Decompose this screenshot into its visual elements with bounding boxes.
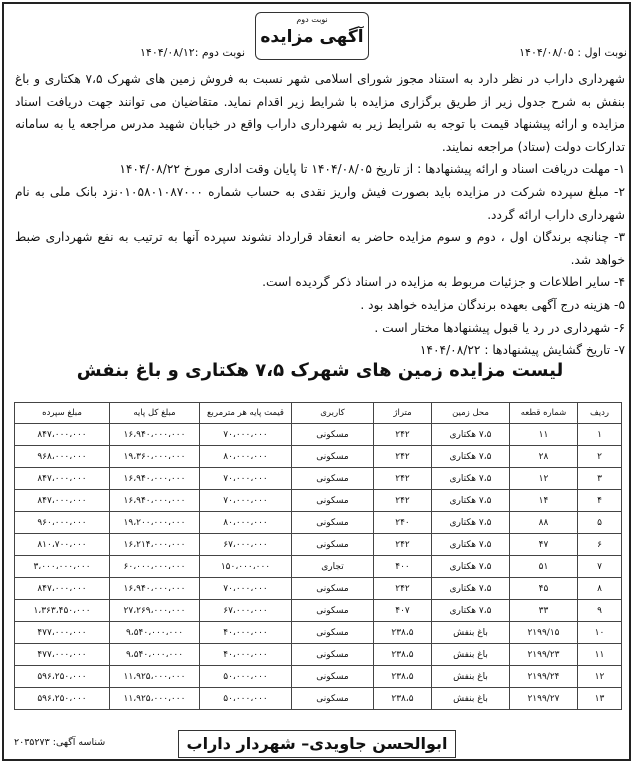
table-cell: ۱۲ [510,468,578,490]
table-cell: ۴۰،۰۰۰،۰۰۰ [200,644,292,666]
table-row [15,446,622,468]
ad-id: شناسه آگهی: ۲۰۳۵۲۷۳ [14,737,106,748]
table-row [15,556,622,578]
table-cell: ۷۰،۰۰۰،۰۰۰ [200,468,292,490]
table-cell: مسکونی [292,600,374,622]
column-header: متراژ [374,403,432,424]
table-cell: ۱ [578,424,622,446]
table-cell: ۱۶،۹۴۰،۰۰۰،۰۰۰ [110,490,200,512]
first-round-date: نوبت اول : ۱۴۰۴/۰۸/۰۵ [519,46,627,59]
table-cell: ۱۱،۹۲۵،۰۰۰،۰۰۰ [110,688,200,710]
table-cell: ۲۱۹۹/۲۷ [510,688,578,710]
table-cell: ۲۱۹۹/۲۴ [510,666,578,688]
table-cell: ۱۶،۹۴۰،۰۰۰،۰۰۰ [110,578,200,600]
table-cell: ۵۰،۰۰۰،۰۰۰ [200,688,292,710]
table-cell: مسکونی [292,446,374,468]
column-header: ردیف [578,403,622,424]
table-cell: ۷ [578,556,622,578]
second-round-date: نوبت دوم :۱۴۰۴/۰۸/۱۲ [140,46,246,59]
table-cell: ۵۱ [510,556,578,578]
auction-table [14,402,622,710]
notice-body [15,68,625,362]
table-cell: مسکونی [292,666,374,688]
table-cell: ۷،۵ هکتاری [432,446,510,468]
table-cell: ۱۱ [510,424,578,446]
table-cell: ۸۴۷،۰۰۰،۰۰۰ [15,468,110,490]
table-cell: ۱۶،۹۴۰،۰۰۰،۰۰۰ [110,424,200,446]
table-cell: مسکونی [292,688,374,710]
title-box [255,12,369,60]
table-cell: ۱۶،۹۴۰،۰۰۰،۰۰۰ [110,468,200,490]
table-cell: ۷،۵ هکتاری [432,556,510,578]
round-label: نوبت دوم [296,15,328,24]
table-cell: ۲۱۹۹/۲۳ [510,644,578,666]
table-cell: ۱۶،۲۱۴،۰۰۰،۰۰۰ [110,534,200,556]
table-cell: ۳ [578,468,622,490]
signer-name: ابوالحسن جاویدی– شهردار داراب [178,730,456,758]
table-cell: ۴۷۷،۰۰۰،۰۰۰ [15,622,110,644]
table-cell: مسکونی [292,644,374,666]
table-cell: ۲۴۲ [374,424,432,446]
table-cell: ۲۱۹۹/۱۵ [510,622,578,644]
condition-4: ۴- سایر اطلاعات و جزئیات مربوط به مزایده در اسناد ذکر گردیده است. [262,275,625,290]
table-cell: ۷۰،۰۰۰،۰۰۰ [200,578,292,600]
table-cell: ۹۶۰،۰۰۰،۰۰۰ [15,512,110,534]
intro-paragraph: شهرداری داراب در نظر دارد به استناد مجوز شورای اسلامی شهر نسبت به فروش زمین های شهرک ۷،۵ هکتاری و باغ بنفش به شرح جدول زیر از طریق برگزاری مزایده با شرایط زیر اقدام نماید. متقاضیان می توانند جهت دریافت اسناد مزایده و ارائه پیشنهاد قیمت با توجه به شرایط زیر به شهرداری داراب واقع در خیابان شهید مدرس مراجعه یا به سامانه تدارکات دولت (ستاد) مراجعه نمایند. [15,72,626,154]
condition-7: ۷- تاریخ گشایش پیشنهادها : ۱۴۰۴/۰۸/۲۲ [419,343,625,358]
table-cell: ۹،۵۴۰،۰۰۰،۰۰۰ [110,644,200,666]
table-row [15,490,622,512]
table-cell: ۲ [578,446,622,468]
table-cell: مسکونی [292,490,374,512]
table-cell: ۹۶۸،۰۰۰،۰۰۰ [15,446,110,468]
table-cell: ۸۴۷،۰۰۰،۰۰۰ [15,490,110,512]
column-header: کاربری [292,403,374,424]
table-cell: ۲۴۲ [374,490,432,512]
column-header: شماره قطعه [510,403,578,424]
table-cell: ۱۱،۹۲۵،۰۰۰،۰۰۰ [110,666,200,688]
table-cell: ۵۹۶،۲۵۰،۰۰۰ [15,666,110,688]
table-cell: ۸۰،۰۰۰،۰۰۰ [200,512,292,534]
table-cell: ۵ [578,512,622,534]
table-cell: ۶۷،۰۰۰،۰۰۰ [200,534,292,556]
table-cell: باغ بنفش [432,666,510,688]
table-row [15,644,622,666]
table-cell: ۱۵۰،۰۰۰،۰۰۰ [200,556,292,578]
table-cell: مسکونی [292,622,374,644]
column-header: قیمت پایه هر مترمربع [200,403,292,424]
table-cell: ۲۳۸،۵ [374,622,432,644]
table-row [15,666,622,688]
table-row [15,622,622,644]
table-cell: ۹ [578,600,622,622]
table-cell: ۱۰ [578,622,622,644]
table-row [15,534,622,556]
table-cell: ۸۴۷،۰۰۰،۰۰۰ [15,578,110,600]
page-title: آگهی مزایده [260,27,364,47]
column-header: مبلغ کل پایه [110,403,200,424]
table-cell: ۴۷ [510,534,578,556]
table-cell: ۱۱ [578,644,622,666]
table-cell: ۴۵ [510,578,578,600]
table-cell: ۲۳۸،۵ [374,666,432,688]
table-row [15,424,622,446]
table-cell: ۷،۵ هکتاری [432,424,510,446]
condition-3: ۳- چنانچه برندگان اول ، دوم و سوم مزایده حاضر به انعقاد قرارداد نشوند سپرده آنها به ترتیب به نفع شهرداری ضبط خواهد شد. [15,230,625,267]
table-cell: ۸۰،۰۰۰،۰۰۰ [200,446,292,468]
table-cell: تجاری [292,556,374,578]
table-cell: مسکونی [292,424,374,446]
table-row [15,512,622,534]
table-cell: مسکونی [292,578,374,600]
column-header: محل زمین [432,403,510,424]
table-cell: باغ بنفش [432,688,510,710]
table-cell: ۷،۵ هکتاری [432,512,510,534]
table-cell: ۳۳ [510,600,578,622]
table-cell: ۳،۰۰۰،۰۰۰،۰۰۰ [15,556,110,578]
table-cell: ۲۴۲ [374,534,432,556]
table-cell: ۴۰،۰۰۰،۰۰۰ [200,622,292,644]
table-cell: ۲۴۲ [374,446,432,468]
table-cell: ۷،۵ هکتاری [432,490,510,512]
table-cell: مسکونی [292,468,374,490]
table-cell: باغ بنفش [432,622,510,644]
condition-2: ۲- مبلغ سپرده شرکت در مزایده باید بصورت فیش واریز نقدی به حساب شماره ۰۱۰۵۸۰۱۰۸۷۰۰۰نزد بانک ملی به نام شهرداری داراب ارائه گردد. [15,184,626,222]
table-cell: ۵۰،۰۰۰،۰۰۰ [200,666,292,688]
table-cell: ۱۹،۲۰۰،۰۰۰،۰۰۰ [110,512,200,534]
table-cell: ۴ [578,490,622,512]
table-cell: ۹،۵۴۰،۰۰۰،۰۰۰ [110,622,200,644]
table-row [15,688,622,710]
table-cell: ۲۷،۲۶۹،۰۰۰،۰۰۰ [110,600,200,622]
table-cell: ۷،۵ هکتاری [432,534,510,556]
table-cell: ۱۳ [578,688,622,710]
table-cell: ۷،۵ هکتاری [432,468,510,490]
table-cell: ۴۷۷،۰۰۰،۰۰۰ [15,644,110,666]
table-cell: ۱۹،۳۶۰،۰۰۰،۰۰۰ [110,446,200,468]
table-cell: ۵۹۶،۲۵۰،۰۰۰ [15,688,110,710]
table-cell: مسکونی [292,534,374,556]
condition-1: ۱- مهلت دریافت اسناد و ارائه پیشنهادها : از تاریخ ۱۴۰۴/۰۸/۰۵ تا پایان وقت اداری مورخ ۱۴۰۴/۰۸/۲۲ [119,162,625,177]
column-header: مبلغ سپرده [15,403,110,424]
table-cell: ۷۰،۰۰۰،۰۰۰ [200,424,292,446]
condition-5: ۵- هزینه درج آگهی بعهده برندگان مزایده خواهد بود . [360,297,625,312]
table-header-row [15,403,622,424]
table-row [15,468,622,490]
table-cell: ۷۰،۰۰۰،۰۰۰ [200,490,292,512]
table-cell: ۸۱۰،۷۰۰،۰۰۰ [15,534,110,556]
table-cell: ۱۴ [510,490,578,512]
table-cell: ۲۴۲ [374,468,432,490]
table-cell: ۷،۵ هکتاری [432,600,510,622]
table-cell: ۸۴۷،۰۰۰،۰۰۰ [15,424,110,446]
condition-6: ۶- شهرداری در رد یا قبول پیشنهادها مختار است . [374,320,625,335]
table-cell: ۴۰۷ [374,600,432,622]
table-cell: ۷،۵ هکتاری [432,578,510,600]
table-cell: ۲۳۸،۵ [374,688,432,710]
table-row [15,578,622,600]
table-cell: ۸۸ [510,512,578,534]
table-cell: ۲۳۸،۵ [374,644,432,666]
table-cell: مسکونی [292,512,374,534]
table-cell: ۲۴۰ [374,512,432,534]
table-cell: ۸ [578,578,622,600]
table-cell: ۶۷،۰۰۰،۰۰۰ [200,600,292,622]
table-cell: ۶۰،۰۰۰،۰۰۰،۰۰۰ [110,556,200,578]
table-cell: ۱۲ [578,666,622,688]
table-cell: ۶ [578,534,622,556]
table-cell: ۲۸ [510,446,578,468]
list-title: لیست مزایده زمین های شهرک ۷،۵ هکتاری و باغ بنفش [76,360,564,381]
table-row [15,600,622,622]
table-cell: ۴۰۰ [374,556,432,578]
table-cell: باغ بنفش [432,644,510,666]
table-cell: ۲۴۲ [374,578,432,600]
table-cell: ۱،۳۶۳،۴۵۰،۰۰۰ [15,600,110,622]
